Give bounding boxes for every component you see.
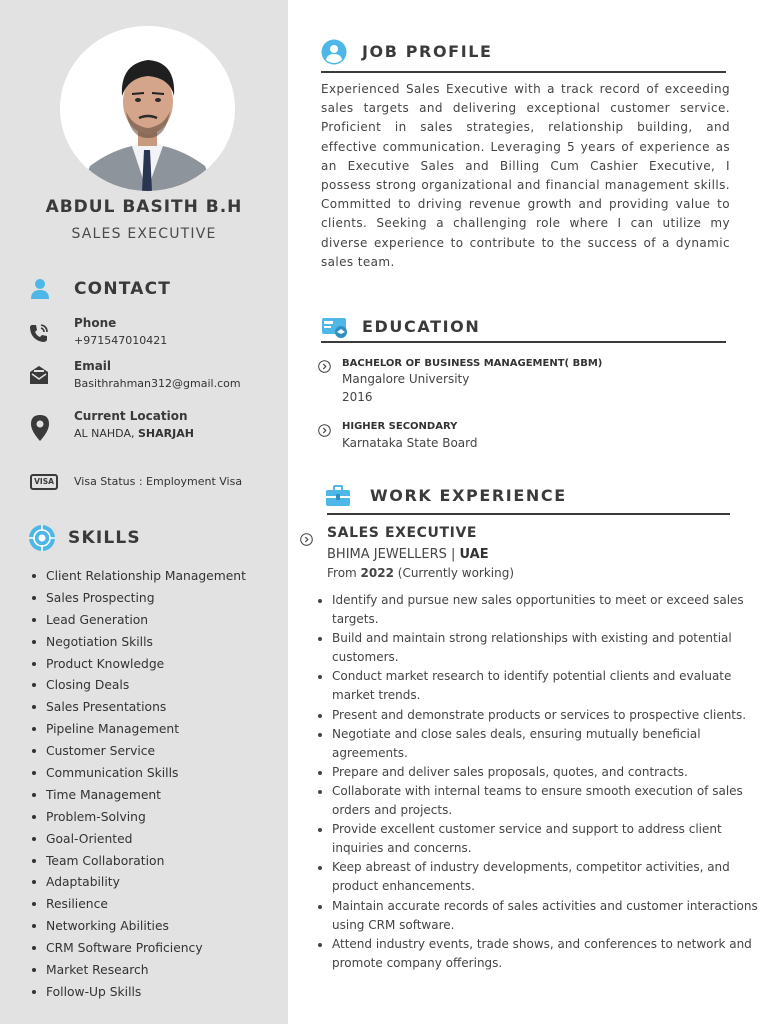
skill-item: Follow-Up Skills [30, 982, 246, 1004]
job-profile-divider [321, 71, 726, 73]
duty-item: Negotiate and close sales deals, ensuring mutually beneficial agreements. [318, 725, 758, 763]
skills-icon [28, 524, 56, 556]
skill-item: Goal-Oriented [30, 829, 246, 851]
education-heading: EDUCATION [362, 317, 481, 336]
sidebar [0, 0, 288, 1024]
contact-heading: CONTACT [74, 279, 172, 299]
education-icon [321, 314, 349, 342]
email-block [74, 358, 241, 392]
location-value [74, 425, 194, 442]
duty-item: Maintain accurate records of sales activities and customer interactions using CRM software. [318, 897, 758, 935]
job-profile-heading: JOB PROFILE [362, 42, 493, 61]
duty-item: Prepare and deliver sales proposals, quotes, and contracts. [318, 763, 758, 782]
location-block [74, 408, 194, 442]
period-year: 2022 [360, 566, 394, 580]
duty-item: Conduct market research to identify potential clients and evaluate market trends. [318, 667, 758, 705]
duty-item: Keep abreast of industry developments, competitor activities, and product enhancements. [318, 858, 758, 896]
duty-item: Present and demonstrate products or services to prospective clients. [318, 706, 758, 725]
profile-icon [321, 39, 347, 69]
skill-item: Negotiation Skills [30, 632, 246, 654]
phone-value[interactable]: +971547010421 [74, 334, 168, 347]
location-area: AL NAHDA, [74, 427, 138, 440]
skill-item: Team Collaboration [30, 851, 246, 873]
work-experience-heading: WORK EXPERIENCE [370, 486, 567, 505]
candidate-name: ABDUL BASITH B.H [45, 197, 243, 217]
duty-item: Identify and pursue new sales opportunities to meet or exceed sales targets. [318, 591, 758, 629]
skill-item: Sales Prospecting [30, 588, 246, 610]
job-company [327, 547, 489, 562]
period-note: (Currently working) [393, 566, 515, 580]
location-icon [30, 414, 50, 446]
company-name: BHIMA JEWELLERS | [327, 547, 460, 562]
duty-item: Provide excellent customer service and support to address client inquiries and concerns. [318, 820, 758, 858]
email-icon [28, 365, 50, 389]
visa-status: Visa Status : Employment Visa [74, 475, 243, 488]
phone-block [74, 315, 167, 349]
education-year: 2016 [342, 390, 373, 404]
candidate-title: SALES EXECUTIVE [71, 226, 217, 242]
visa-icon: VISA [30, 474, 58, 490]
skill-item: Problem-Solving [30, 807, 246, 829]
work-experience-divider [327, 513, 730, 515]
company-country: UAE [459, 547, 489, 562]
location-city: SHARJAH [137, 427, 194, 440]
skill-item: Lead Generation [30, 610, 246, 632]
skill-item: Product Knowledge [30, 654, 246, 676]
duty-item: Build and maintain strong relationships with existing and potential customers. [318, 629, 758, 667]
skill-item: Resilience [30, 894, 246, 916]
skill-item: Pipeline Management [30, 719, 246, 741]
skill-item: Closing Deals [30, 675, 246, 697]
phone-icon [28, 322, 50, 348]
skills-heading: SKILLS [68, 528, 141, 548]
location-label: Current Location [74, 409, 188, 423]
education-degree: BACHELOR OF BUSINESS MANAGEMENT( BBM) [342, 358, 603, 369]
chevron-circle-icon [318, 358, 331, 371]
skill-item: Networking Abilities [30, 916, 246, 938]
education-institution: Karnataka State Board [342, 436, 478, 450]
phone-label: Phone [74, 316, 117, 330]
job-title: SALES EXECUTIVE [327, 525, 478, 541]
period-label: From [327, 566, 361, 580]
skill-item: Communication Skills [30, 763, 246, 785]
skill-item: Adaptability [30, 872, 246, 894]
briefcase-icon [325, 485, 351, 511]
education-institution: Mangalore University [342, 372, 470, 386]
education-divider [321, 341, 726, 343]
education-degree: HIGHER SECONDARY [342, 421, 458, 432]
email-value[interactable]: Basithrahman312@gmail.com [74, 377, 241, 390]
chevron-circle-icon [300, 531, 313, 544]
profile-photo [60, 26, 235, 191]
skill-item: Customer Service [30, 741, 246, 763]
skill-item: Market Research [30, 960, 246, 982]
chevron-circle-icon [318, 422, 331, 435]
user-icon [30, 278, 50, 304]
skill-item: Sales Presentations [30, 697, 246, 719]
duties-list [318, 591, 758, 973]
job-period [327, 566, 514, 580]
skills-list [30, 566, 246, 1004]
duty-item: Attend industry events, trade shows, and conferences to network and promote company offerings. [318, 935, 758, 973]
skill-item: Time Management [30, 785, 246, 807]
skill-item: CRM Software Proficiency [30, 938, 246, 960]
email-label: Email [74, 359, 112, 373]
skill-item: Client Relationship Management [30, 566, 246, 588]
job-profile-text: Experienced Sales Executive with a track record of exceeding sales targets and delivering exceptional customer service. Proficient in sales strategies, relationship building, and effective communication. Leveraging 5 years of experience as an Executive Sales and Billing Cum Cashier Executive, I possess strong organizational and financial management skills. Committed to driving revenue growth and providing value to clients. Seeking a challenging role where I can utilize my diverse experience to contribute to the success of a dynamic sales team. [321, 82, 730, 269]
duty-item: Collaborate with internal teams to ensure smooth execution of sales orders and projects. [318, 782, 758, 820]
